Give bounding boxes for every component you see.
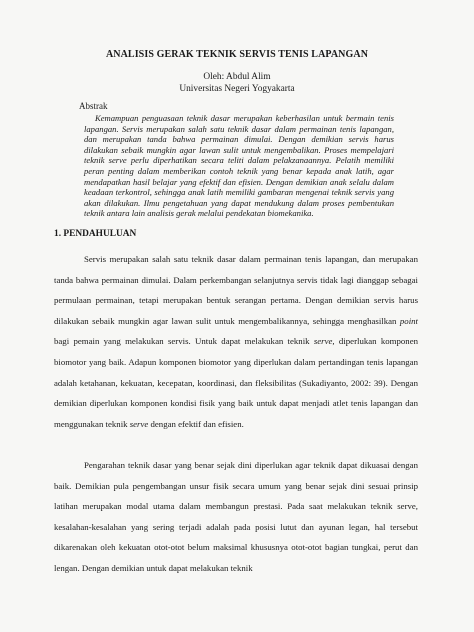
paragraph-text: , diperlukan komponen biomotor yang baik. Adapun komponen biomotor yang diperlukan dalam pertandingan tenis lapangan adalah ketahanan, kekuatan, kecepatan, koordinasi, dan fleksibilitas (Sukadiyanto, 2002: 39). Dengan demikian diperlukan komponen kondisi fisik yang baik untuk dapat menjadi atlet tenis lapangan dan menggunakan teknik (54, 336, 418, 429)
body-paragraph-2: Pengarahan teknik dasar yang benar sejak dini diperlukan agar teknik dapat dikuasai dengan baik. Demikian pula pengembangan unsur fisik secara umum yang benar sejak dini sesuai prinsip latihan merupakan modal utama dalam membangun prestasi. Pada saat melakukan teknik serve, kesalahan-kesalahan yang sering terjadi adalah pada posisi lutut dan ayunan legan, hal tersebut dikarenakan oleh kekuatan otot-otot belum maksimal khususnya otot-otot bagian tungkai, perut dan lengan. Dengan demikian untuk dapat melakukan teknik (54, 460, 418, 573)
body-paragraph-1 (54, 249, 418, 434)
italic-term: serve (313, 336, 333, 347)
italic-term: point (399, 315, 418, 326)
paper-title: ANALISIS GERAK TEKNIK SERVIS TENIS LAPANGAN (105, 49, 369, 60)
paragraph-text: Servis merupakan salah satu teknik dasar dalam permainan tenis lapangan, dan merupakan tanda bahwa permainan dimulai. Dalam perkembangan selanjutnya servis tidak lagi dianggap sebagai permulaan permainan, tetapi merupakan bentuk serangan pertama. Dengan demikian servis harus dilakukan sebaik mungkin agar lawan sulit untuk mengembalikannya, sehingga menghasilkan (54, 254, 418, 326)
section-heading: 1. PENDAHULUAN (54, 229, 137, 239)
paragraph-text: bagi pemain yang melakukan servis. Untuk dapat melakukan teknik (54, 336, 314, 347)
paragraph-text: dengan efektif dan efisien. (148, 418, 244, 429)
abstract-text: Kemampuan penguasaan teknik dasar merupakan keberhasilan untuk bermain tenis lapangan. Servis merupakan salah satu teknik dasar dalam permainan tenis lapangan, dan merupakan tanda bahwa permainan dimulai. Dengan demikian servis harus dilakukan sebaik mungkin agar lawan sulit untuk mengembalikan. Proses mempelajari teknik serve perlu diperhatikan secara teliti dalam pelakzanaannya. Pelatih memiliki peran penting dalam memberikan contoh teknik yang benar kepada anak latih, agar mendapatkan hasil belajar yang efektif dan efisien. Dengan demikian anak selalu dalam keadaan terkontrol, sehingga anak latih memiliki gambaran mengenai teknik servis yang akan dilakukan. Ilmu pengetahuan yang dapat mendukung dalam proses pembentukan teknik antara lain analisis gerak melalui pendekatan biomekanika. (84, 113, 394, 219)
abstract-label: Abstrak (79, 101, 108, 111)
affiliation-line: Universitas Negeri Yogyakarta (179, 84, 295, 94)
italic-term: serve (129, 418, 149, 429)
author-line: Oleh: Abdul Alim (203, 72, 271, 82)
